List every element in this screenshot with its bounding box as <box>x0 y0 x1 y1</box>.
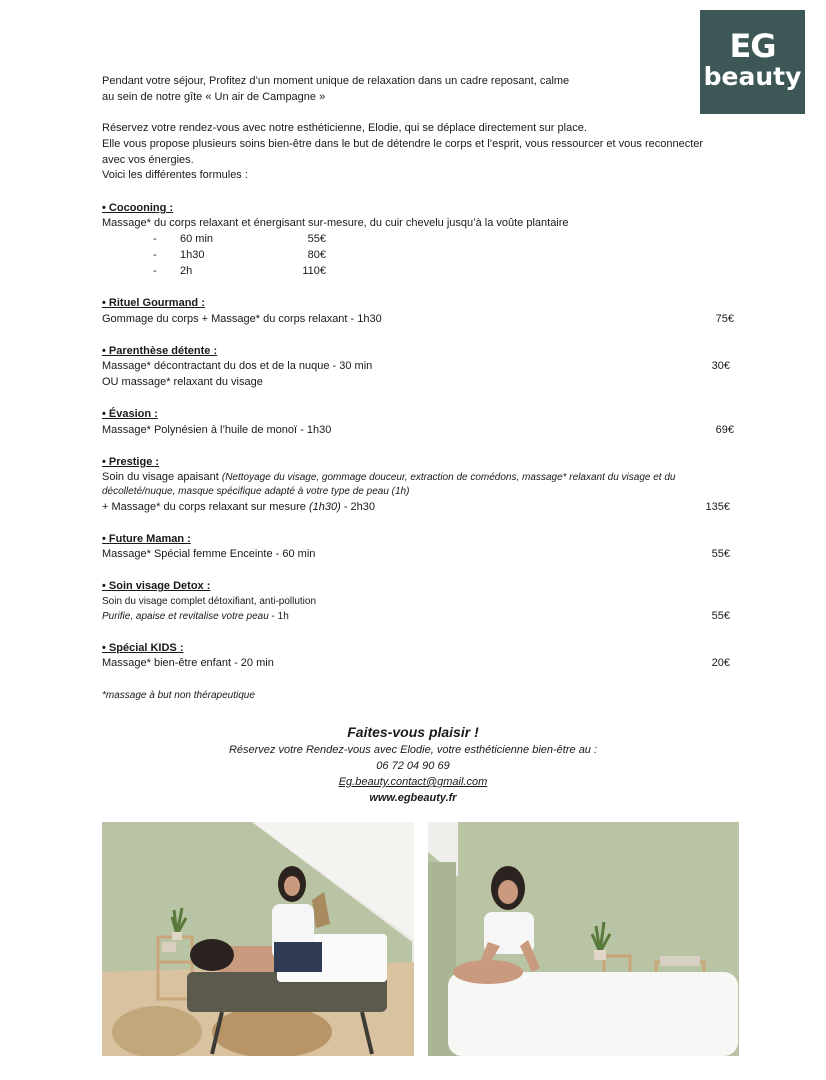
maman-title: • Future Maman : <box>102 533 191 545</box>
detox-desc: Soin du visage complet détoxifiant, anti-pollution <box>102 596 317 607</box>
cocooning-desc: Massage* du corps relaxant et énergisant sur-mesure, du cuir chevelu jusqu’à la voûte plantaire <box>102 217 569 229</box>
detox-desc2-italic: Purifie, apaise et revitalise votre peau <box>102 611 269 622</box>
prestige-line2: décolleté/nuque, masque spécifique adapté à votre type de peau (1h) <box>102 486 410 497</box>
cocooning-title: • Cocooning : <box>102 202 174 214</box>
prestige-line3-a: + Massage* du corps relaxant sur mesure <box>102 501 309 513</box>
tier-dash: - <box>153 265 157 277</box>
prestige-line1-main: Soin du visage apaisant <box>102 471 222 483</box>
prestige-line3 <box>102 499 375 515</box>
logo-line1: EG <box>729 27 776 65</box>
massage-photo-1 <box>102 822 414 1056</box>
intro-line: au sein de notre gîte « Un air de Campagne » <box>102 91 326 103</box>
gourmand-title: • Rituel Gourmand : <box>102 297 205 309</box>
tier-price: 80€ <box>307 249 326 261</box>
intro-line: Voici les différentes formules : <box>102 169 248 181</box>
maman-price: 55€ <box>711 548 730 560</box>
parenthese-desc: Massage* décontractant du dos et de la nuque - 30 min <box>102 360 373 372</box>
logo-line2: beauty <box>703 62 802 91</box>
prestige-price: 135€ <box>705 501 730 513</box>
intro-line: Réservez votre rendez-vous avec notre esthéticienne, Elodie, qui se déplace directement sur place. <box>102 122 587 134</box>
maman-desc: Massage* Spécial femme Enceinte - 60 min <box>102 548 316 560</box>
cta-headline: Faites-vous plaisir ! <box>347 724 479 740</box>
cta-phone: 06 72 04 90 69 <box>376 760 450 772</box>
parenthese-desc2: OU massage* relaxant du visage <box>102 376 263 388</box>
tier-dash: - <box>153 249 157 261</box>
evasion-price: 69€ <box>715 424 734 436</box>
tier-duration: 60 min <box>180 233 214 245</box>
tier-duration: 1h30 <box>180 249 205 261</box>
parenthese-price: 30€ <box>711 360 730 372</box>
kids-price: 20€ <box>711 657 730 669</box>
detox-desc2 <box>102 609 289 625</box>
evasion-title: • Évasion : <box>102 408 158 420</box>
prestige-title: • Prestige : <box>102 456 160 468</box>
tier-dash: - <box>153 233 157 245</box>
tier-price: 55€ <box>307 233 326 245</box>
parenthese-title: • Parenthèse détente : <box>102 345 218 357</box>
detox-title: • Soin visage Detox : <box>102 580 211 592</box>
kids-desc: Massage* bien-être enfant - 20 min <box>102 657 274 669</box>
eg-beauty-logo <box>700 10 805 114</box>
tier-price: 110€ <box>302 265 326 277</box>
detox-desc2-rest: - 1h <box>268 611 289 622</box>
intro-line: Elle vous propose plusieurs soins bien-être dans le but de détendre le corps et l’esprit, vous ressourcer et vous reconnecter <box>102 138 704 150</box>
intro-line: avec vos énergies. <box>102 154 194 166</box>
cta-email[interactable]: Eg.beauty.contact@gmail.com <box>338 776 488 788</box>
prestige-line3-c: - 2h30 <box>340 501 376 513</box>
prestige-line1-italic: (Nettoyage du visage, gommage douceur, extraction de comédons, massage* relaxant du visage et du <box>221 472 676 483</box>
cta-line: Réservez votre Rendez-vous avec Elodie, votre esthéticienne bien-être au : <box>228 744 598 756</box>
cta-website[interactable]: www.egbeauty.fr <box>369 792 457 804</box>
tier-duration: 2h <box>180 265 193 277</box>
prestige-line3-b: (1h30) <box>308 501 341 513</box>
detox-price: 55€ <box>711 610 730 622</box>
massage-photo-2 <box>428 822 739 1056</box>
kids-title: • Spécial KIDS : <box>102 642 184 654</box>
gourmand-desc: Gommage du corps + Massage* du corps relaxant - 1h30 <box>102 313 382 325</box>
evasion-desc: Massage* Polynésien à l’huile de monoï - 1h30 <box>102 424 332 436</box>
footnote: *massage à but non thérapeutique <box>102 690 255 701</box>
intro-line: Pendant votre séjour, Profitez d’un moment unique de relaxation dans un cadre reposant, calme <box>102 75 570 87</box>
gourmand-price: 75€ <box>715 313 734 325</box>
